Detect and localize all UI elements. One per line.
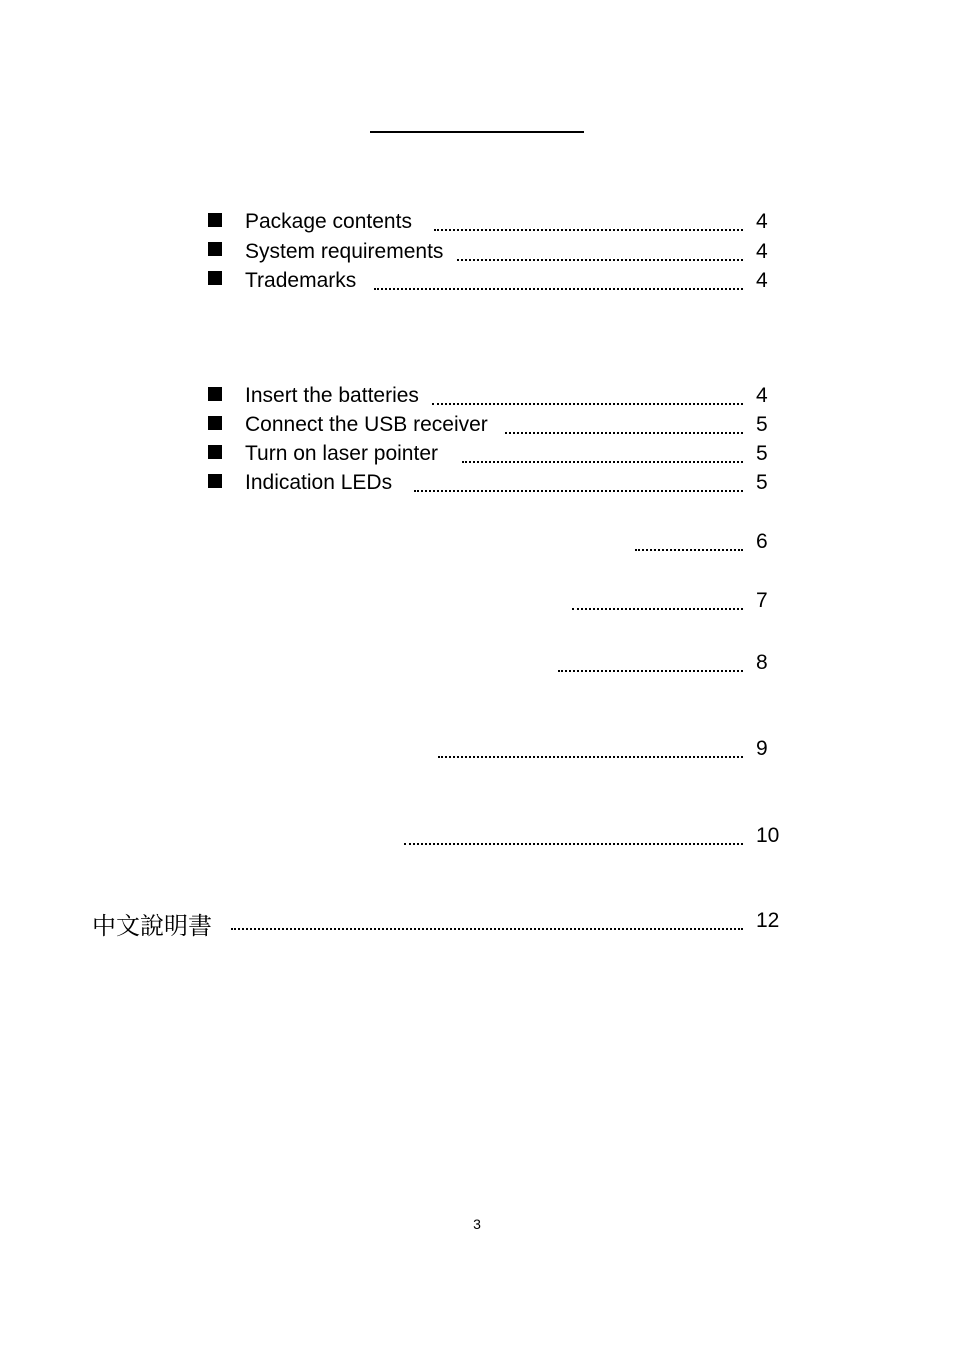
toc-entry-page: 5: [756, 442, 768, 465]
page-number: 3: [473, 1216, 481, 1232]
title-underline: [370, 131, 584, 133]
dot-leader: [505, 432, 743, 434]
toc-entry-page: 5: [756, 413, 768, 436]
square-bullet-icon: [208, 474, 222, 488]
square-bullet-icon: [208, 242, 222, 256]
square-bullet-icon: [208, 416, 222, 430]
dot-leader: [231, 928, 743, 930]
toc-entry-label: 中文說明書: [92, 912, 212, 940]
toc-entry-page: 10: [756, 824, 780, 847]
dot-leader: [558, 670, 743, 672]
toc-entry-label: Indication LEDs: [245, 471, 393, 494]
toc-entry-label: Connect the USB receiver: [245, 413, 488, 436]
toc-entry-label: Package contents: [245, 210, 412, 233]
toc-entry-page: 4: [756, 240, 768, 263]
dot-leader: [432, 403, 743, 405]
toc-entry-page: 7: [756, 589, 768, 612]
dot-leader: [462, 461, 743, 463]
square-bullet-icon: [208, 445, 222, 459]
toc-entry-label: System requirements: [245, 240, 444, 263]
toc-entry-page: 8: [756, 651, 768, 674]
dot-leader: [572, 608, 743, 610]
toc-entry-page: 4: [756, 269, 768, 292]
toc-entry-label: Turn on laser pointer: [245, 442, 438, 465]
toc-entry-page: 9: [756, 737, 768, 760]
dot-leader: [434, 229, 743, 231]
dot-leader: [438, 756, 743, 758]
square-bullet-icon: [208, 271, 222, 285]
toc-entry-page: 5: [756, 471, 768, 494]
toc-entry-label: Insert the batteries: [245, 384, 419, 407]
toc-entry-label: Trademarks: [245, 269, 357, 292]
dot-leader: [457, 259, 743, 261]
dot-leader: [635, 549, 743, 551]
square-bullet-icon: [208, 213, 222, 227]
toc-entry-page: 6: [756, 530, 768, 553]
toc-entry-page: 4: [756, 384, 768, 407]
dot-leader: [414, 490, 743, 492]
toc-entry-page: 12: [756, 909, 780, 932]
dot-leader: [404, 843, 743, 845]
square-bullet-icon: [208, 387, 222, 401]
dot-leader: [374, 288, 743, 290]
toc-entry-page: 4: [756, 210, 768, 233]
